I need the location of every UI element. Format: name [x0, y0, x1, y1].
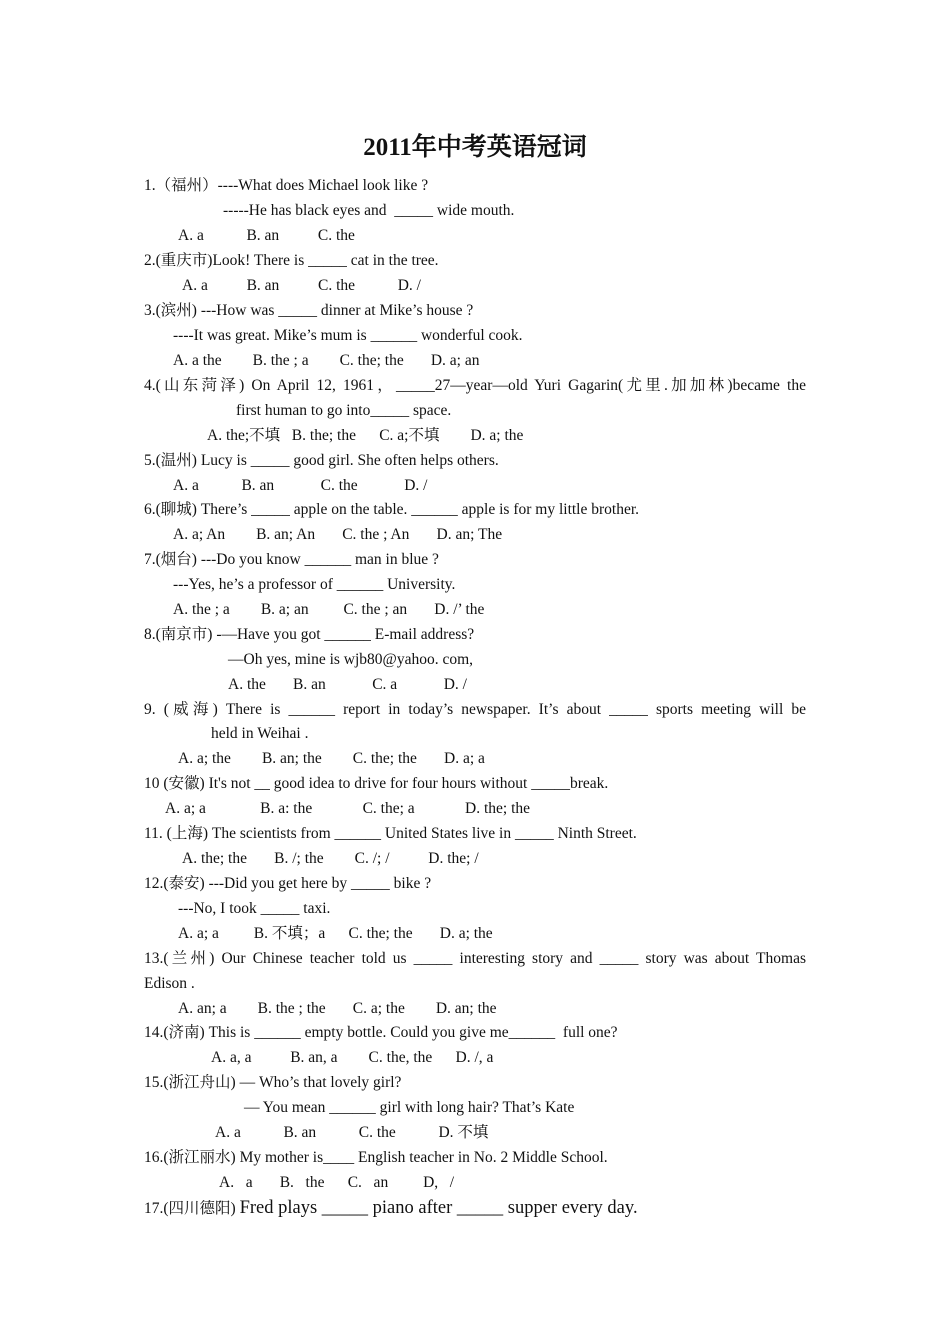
question-8-options: A. the B. an C. a D. /: [228, 676, 467, 693]
question-12-options: A. a; a B. 不填；a C. the; the D. a; the: [178, 925, 493, 942]
question-5-options: A. a B. an C. the D. /: [173, 477, 428, 494]
question-9-options: A. a; the B. an; the C. the; the D. a; a: [178, 750, 485, 767]
question-7-prompt: 7.(烟台) ---Do you know ______ man in blue ?: [144, 551, 439, 568]
question-17-number: 17.(四川德阳): [144, 1200, 236, 1217]
question-1-response: -----He has black eyes and _____ wide mouth.: [223, 202, 515, 219]
question-16-prompt: 16.(浙江丽水) My mother is____ English teacher in No. 2 Middle School.: [144, 1149, 608, 1166]
question-16-options: A. a B. the C. an D, /: [219, 1174, 455, 1191]
question-15-response: — You mean ______ girl with long hair? That’s Kate: [244, 1099, 575, 1116]
question-12-response: ---No, I took _____ taxi.: [178, 900, 331, 917]
question-13-prompt: 13.(兰州) Our Chinese teacher told us _____ interesting story and _____ story was about Thomas: [144, 950, 806, 967]
question-14-prompt: 14.(济南) This is ______ empty bottle. Could you give me______ full one?: [144, 1024, 618, 1041]
question-15-options: A. a B. an C. the D. 不填: [215, 1124, 489, 1141]
question-6-options: A. a; An B. an; An C. the ; An D. an; The: [173, 526, 503, 543]
question-3-prompt: 3.(滨州) ---How was _____ dinner at Mike’s house ?: [144, 302, 474, 319]
question-13-options: A. an; a B. the ; the C. a; the D. an; the: [178, 1000, 497, 1017]
question-4-prompt-continued: first human to go into_____ space.: [236, 402, 452, 419]
question-4-options: A. the;不填 B. the; the C. a;不填 D. a; the: [207, 427, 524, 444]
question-4-prompt: 4.(山东菏泽) On April 12, 1961，_____27—year—old Yuri Gagarin(尤里.加加林)became the: [144, 377, 806, 394]
question-7-options: A. the ; a B. a; an C. the ; an D. /’ the: [173, 601, 485, 618]
question-10-options: A. a; a B. a: the C. the; a D. the; the: [165, 800, 531, 817]
question-1-prompt: 1.（福州）----What does Michael look like ?: [144, 177, 429, 194]
question-15-prompt: 15.(浙江舟山) — Who’s that lovely girl?: [144, 1074, 402, 1091]
question-9-prompt: 9. (威海) There is ______ report in today’s newspaper. It’s about _____ sports meeting will be: [144, 701, 806, 718]
question-3-options: A. a the B. the ; a C. the; the D. a; an: [173, 352, 480, 369]
question-13-prompt-continued: Edison .: [144, 975, 195, 992]
question-2-prompt: 2.(重庆市)Look! There is _____ cat in the tree.: [144, 252, 439, 269]
question-9-prompt-continued: held in Weihai .: [211, 725, 309, 742]
question-3-response: ----It was great. Mike’s mum is ______ wonderful cook.: [173, 327, 523, 344]
question-6-prompt: 6.(聊城) There’s _____ apple on the table. ______ apple is for my little brother.: [144, 501, 640, 518]
question-8-prompt: 8.(南京市) -—Have you got ______ E-mail address?: [144, 626, 475, 643]
question-17-prompt: [144, 1197, 638, 1220]
question-1-options: A. a B. an C. the: [178, 227, 355, 244]
question-14-options: A. a, a B. an, a C. the, the D. /, a: [211, 1049, 494, 1066]
question-11-prompt: 11. (上海) The scientists from ______ United States live in _____ Ninth Street.: [144, 825, 637, 842]
question-7-response: ---Yes, he’s a professor of ______ University.: [173, 576, 456, 593]
question-10-prompt: 10 (安徽) It's not __ good idea to drive for four hours without _____break.: [144, 775, 609, 792]
question-11-options: A. the; the B. /; the C. /; / D. the; /: [182, 850, 479, 867]
question-17-text: Fred plays _____ piano after _____ supper every day.: [239, 1198, 638, 1218]
question-5-prompt: 5.(温州) Lucy is _____ good girl. She often helps others.: [144, 452, 499, 469]
question-12-prompt: 12.(泰安) ---Did you get here by _____ bike ?: [144, 875, 432, 892]
question-2-options: A. a B. an C. the D. /: [182, 277, 421, 294]
question-8-response: —Oh yes, mine is wjb80@yahoo. com,: [228, 651, 474, 668]
document-title: 2011年中考英语冠词: [363, 134, 587, 161]
